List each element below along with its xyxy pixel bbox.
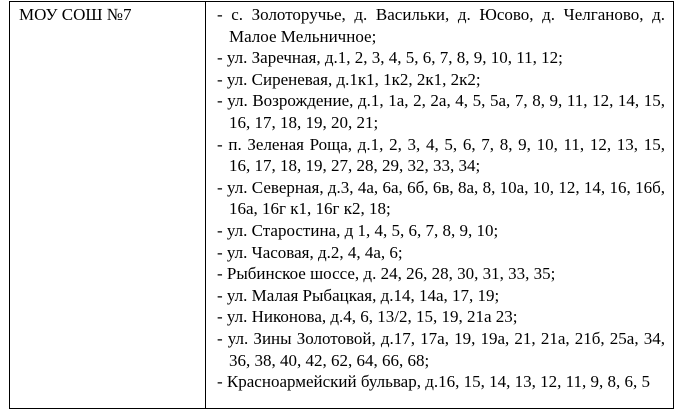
school-cell bbox=[10, 2, 206, 409]
address-item: - ул. Сиреневая, д.1к1, 1к2, 2к1, 2к2; bbox=[217, 69, 481, 89]
address-item: - ул. Никонова, д.4, 6, 13/2, 15, 19, 21а 23; bbox=[217, 307, 518, 327]
address-item: - Красноармейский бульвар, д.16, 15, 14, 13, 12, 11, 9, 8, 6, 5 bbox=[217, 372, 650, 392]
address-item: - ул. Возрождение, д.1, 1а, 2, 2а, 4, 5, 5а, 7, 8, 9, 11, 12, 14, 15, 16, 17, 18, 19, 20, 21; bbox=[217, 91, 665, 132]
address-item: - ул. Часовая, д.2, 4, 4а, 6; bbox=[217, 242, 403, 262]
address-item: - ул. Северная, д.3, 4а, 6а, 6б, 6в, 8а, 8, 10а, 10, 12, 14, 16, 16б, 16а, 16г к1, 16г к2, 18; bbox=[217, 177, 665, 219]
address-item: - п. Зеленая Роща, д.1, 2, 3, 4, 5, 6, 7, 8, 9, 10, 11, 12, 13, 15, 16, 17, 18, 19, 27, 28, 29, 32, 33, 34; bbox=[217, 134, 665, 176]
address-item: - ул. Старостина, д 1, 4, 5, 6, 7, 8, 9, 10; bbox=[217, 220, 499, 240]
school-address-table bbox=[9, 1, 674, 409]
address-list bbox=[206, 2, 673, 393]
address-item: - с. Золоторучье, д. Васильки, д. Юсово, д. Челганово, д. Малое Мельничное; bbox=[217, 5, 665, 46]
address-item: - ул. Зины Золотовой, д.17, 17а, 19, 19а, 21, 21а, 21б, 25а, 34, 36, 38, 40, 42, 62, 64, 66, 68; bbox=[217, 328, 665, 370]
table-row bbox=[10, 2, 674, 409]
addresses-cell bbox=[206, 2, 674, 409]
address-item: - ул. Заречная, д.1, 2, 3, 4, 5, 6, 7, 8, 9, 10, 11, 12; bbox=[217, 48, 563, 68]
address-item: - ул. Малая Рыбацкая, д.14, 14а, 17, 19; bbox=[217, 285, 500, 305]
address-item: - Рыбинское шоссе, д. 24, 26, 28, 30, 31, 33, 35; bbox=[217, 264, 556, 284]
school-name: МОУ СОШ №7 bbox=[19, 5, 132, 24]
